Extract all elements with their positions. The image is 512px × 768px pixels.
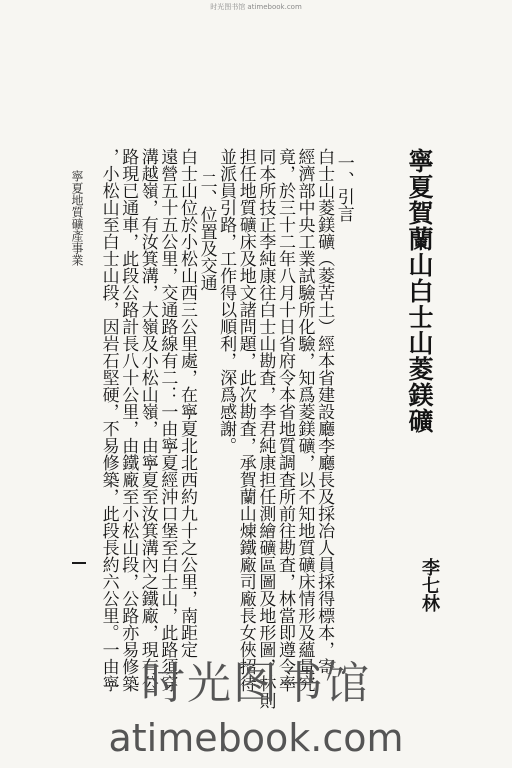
running-head: 寧夏地質礦產事業 [70,170,84,266]
text-column: 經濟部中央工業試驗所化驗，知爲菱鎂礦，以不知地質礦床情形及蘊量究 [294,148,315,692]
article-title: 寧夏賀蘭山白士山菱鎂礦 [405,148,434,434]
text-column: ，小松山至白士山段，因岩石堅硬，不易修築，此段長約六公里。一由寧 [98,148,119,692]
text-column: 白士山菱鎂礦（菱苦土）經本省建設廳李廳長及採冶人員採得標本，寄 [314,148,335,675]
text-column: 遠營五十五公里，交通路線有二：一由寧夏經沖口堡至白士山，此路須穿 [157,148,178,692]
author-name: 李七林 [419,558,440,612]
section-heading-location: 二、位置及交通 [196,172,217,291]
page-number [72,562,86,564]
section-heading-introduction: 一、引言 [333,154,354,222]
text-column: 担任地質礦床及地文諸問題，此次勘査，承賀蘭山煉鐵廠司廠長女俠招待 [235,148,256,692]
text-column: 溝越嶺，有汝箕溝，大嶺及小松山嶺，由寧夏至汝箕溝內之鐵廠，現有公 [137,148,158,692]
text-column: 白士山位於小松山西三公里處，在寧夏北北西約九十之公里，南距定 [176,148,197,658]
text-column: 竟，於三十二年八月十日省府令本省地質調査所前往勘査，林當即遵令率 [274,148,295,692]
watermark-chinese: 时光图书馆 [141,658,371,709]
text-column: 並派員引路，工作得以順利，深爲感謝。 [216,148,237,454]
text-column: 同本所技正李純康往白士山勘査，李君純康担任測繪礦區圖及地形圖，林則 [255,148,276,709]
header-url: 时光图书馆 atimebook.com [210,3,302,11]
text-column: 路現已通車，此段公路計長八十公里，由鐵廠至小松山段，公路亦易修築 [118,148,139,692]
watermark-english: atimebook.com [108,716,404,760]
